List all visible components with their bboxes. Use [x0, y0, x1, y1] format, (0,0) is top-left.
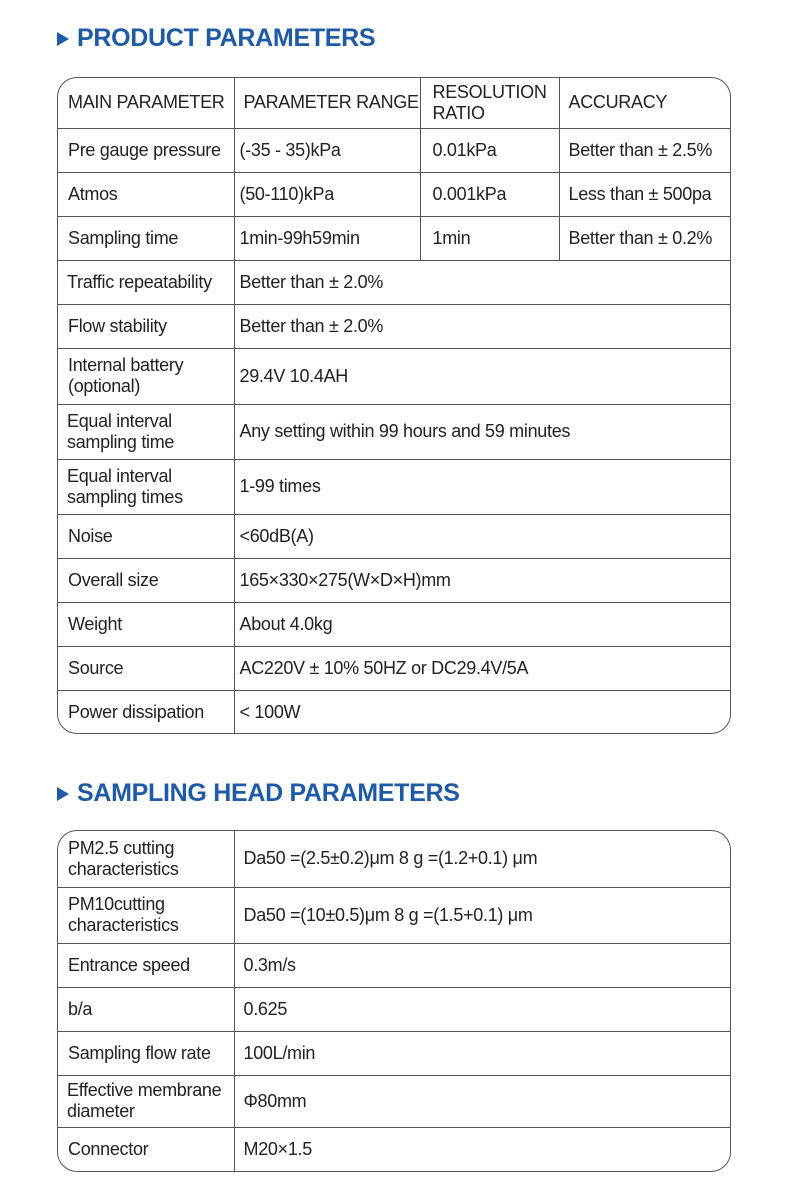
row-value: Da50 =(2.5±0.2)μm 8 g =(1.2+0.1) μm	[234, 831, 730, 887]
row-label: Sampling time	[58, 216, 234, 260]
row-range: (50-110)kPa	[234, 172, 420, 216]
row-resolution: 0.01kPa	[420, 128, 559, 172]
table-row	[58, 128, 730, 172]
row-label: Overall size	[58, 558, 234, 602]
table-row	[58, 404, 730, 459]
table-row	[58, 831, 730, 887]
table-row	[58, 459, 730, 514]
row-value: About 4.0kg	[234, 602, 730, 646]
row-value: 100L/min	[234, 1031, 730, 1075]
row-accuracy: Better than ± 2.5%	[559, 128, 730, 172]
triangle-bullet-icon	[57, 787, 69, 801]
row-resolution: 0.001kPa	[420, 172, 559, 216]
sampling-head-parameters-title: SAMPLING HEAD PARAMETERS	[77, 779, 460, 807]
row-value: < 100W	[239, 701, 301, 722]
row-label: Noise	[58, 514, 234, 558]
row-value: Da50 =(10±0.5)μm 8 g =(1.5+0.1) μm	[234, 887, 730, 943]
row-value: 1-99 times	[234, 459, 730, 514]
table-row	[58, 887, 730, 943]
row-value: Any setting within 99 hours and 59 minutes	[234, 404, 730, 459]
row-value: <60dB(A)	[234, 514, 730, 558]
row-value: 165×330×275(W×D×H)mm	[234, 558, 730, 602]
row-label: Power dissipation	[58, 690, 234, 734]
row-accuracy: Better than ± 0.2%	[559, 216, 730, 260]
table-row	[58, 304, 730, 348]
table-row	[58, 1127, 730, 1171]
row-value: M20×1.5	[243, 1138, 312, 1159]
table-row	[58, 260, 730, 304]
table-row	[58, 558, 730, 602]
row-label: Traffic repeatability	[58, 260, 234, 304]
row-range: (-35 - 35)kPa	[234, 128, 420, 172]
row-label: Sampling flow rate	[58, 1031, 234, 1075]
table-header-row	[58, 78, 730, 128]
row-label: Entrance speed	[58, 943, 234, 987]
row-value: 29.4V 10.4AH	[234, 348, 730, 404]
table-row	[58, 216, 730, 260]
row-label: b/a	[58, 987, 234, 1031]
row-label: Atmos	[58, 172, 234, 216]
row-label: Equal interval sampling times	[58, 459, 234, 514]
table-row	[58, 646, 730, 690]
row-value: Φ80mm	[234, 1075, 730, 1127]
row-label: Source	[58, 646, 234, 690]
sampling-head-parameters-heading	[57, 779, 460, 808]
table-row	[58, 690, 730, 734]
row-label: PM2.5 cutting characteristics	[58, 831, 234, 887]
row-label: Connector	[58, 1127, 234, 1171]
triangle-bullet-icon	[57, 32, 69, 46]
table-row	[58, 943, 730, 987]
row-value: Better than ± 2.0%	[234, 304, 730, 348]
row-label: Internal battery (optional)	[58, 348, 234, 404]
product-parameters-table	[57, 77, 731, 734]
product-parameters-title: PRODUCT PARAMETERS	[77, 24, 376, 52]
header-accuracy: ACCURACY	[559, 78, 730, 128]
row-label: Pre gauge pressure	[58, 128, 234, 172]
table-row	[58, 602, 730, 646]
row-accuracy: Less than ± 500pa	[559, 172, 730, 216]
row-range: 1min-99h59min	[234, 216, 420, 260]
table-row	[58, 348, 730, 404]
row-label: Weight	[58, 602, 234, 646]
product-parameters-heading	[57, 24, 375, 53]
table-row	[58, 514, 730, 558]
table-row	[58, 1075, 730, 1127]
header-resolution-ratio: RESOLUTION RATIO	[420, 78, 559, 128]
header-main-parameter: MAIN PARAMETER	[58, 78, 234, 128]
row-value: 0.3m/s	[234, 943, 730, 987]
row-label: Flow stability	[58, 304, 234, 348]
table-row	[58, 987, 730, 1031]
row-value: Better than ± 2.0%	[234, 260, 730, 304]
row-label: Equal interval sampling time	[58, 404, 234, 459]
table-row	[58, 172, 730, 216]
header-parameter-range: PARAMETER RANGE	[234, 78, 420, 128]
row-resolution: 1min	[420, 216, 559, 260]
row-value: AC220V ± 10% 50HZ or DC29.4V/5A	[234, 646, 730, 690]
row-label: PM10cutting characteristics	[58, 887, 234, 943]
sampling-head-table	[57, 830, 731, 1172]
row-label: Effective membrane diameter	[58, 1075, 234, 1127]
table-row	[58, 1031, 730, 1075]
row-value: 0.625	[234, 987, 730, 1031]
